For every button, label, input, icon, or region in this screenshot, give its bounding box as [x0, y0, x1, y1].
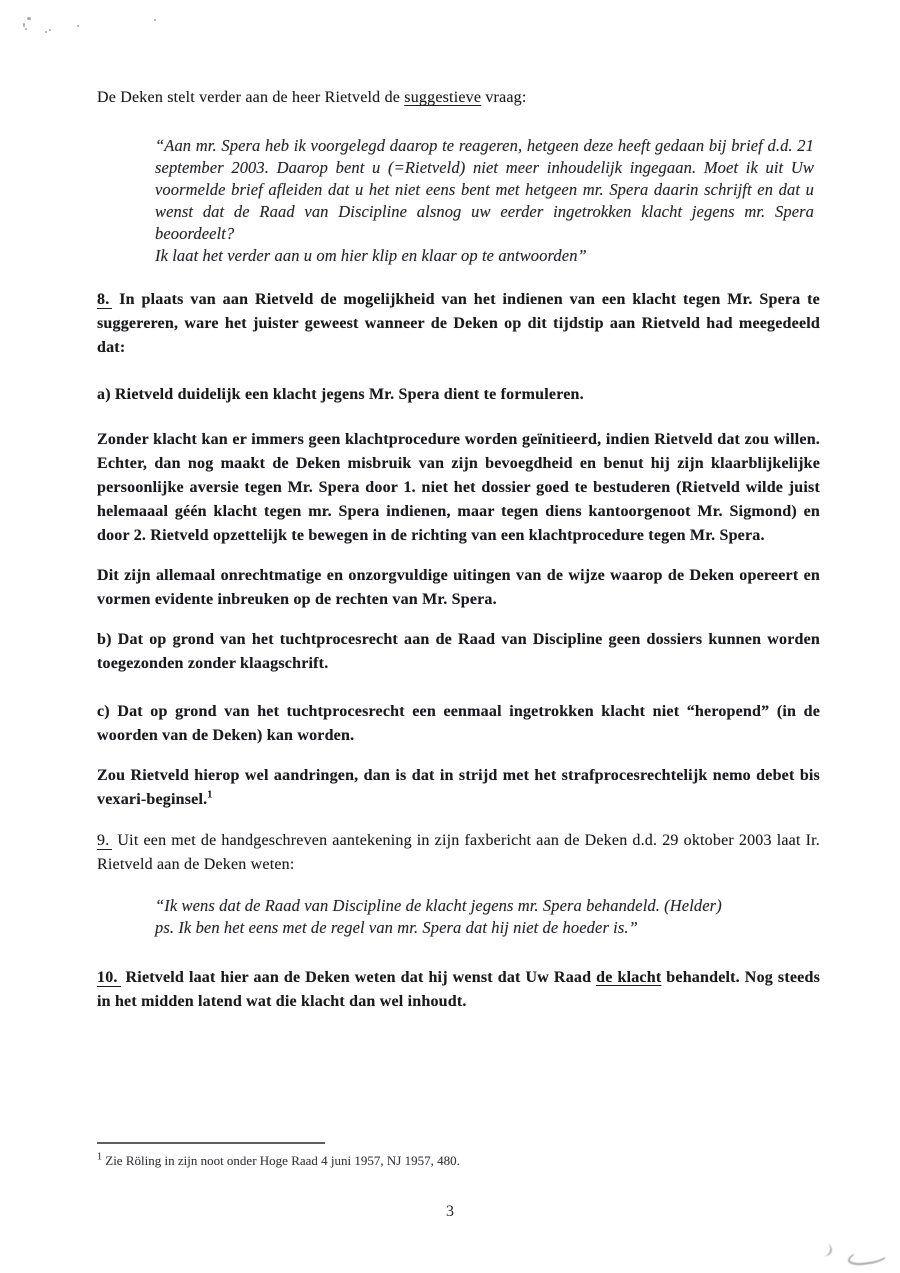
intro-text-pre: De Deken stelt verder aan de heer Rietveld de	[97, 89, 405, 106]
paragraph-dit-zijn: Dit zijn allemaal onrechtmatige en onzorgvuldige uitingen van de wijze waarop de Deken opereert en vormen evidente inbreuken op de rechten van Mr. Spera.	[97, 567, 820, 608]
paragraph-zonder-klacht: Zonder klacht kan er immers geen klachtprocedure worden geïnitieerd, indien Rietveld dat zou willen. Echter, dan nog maakt de Deken misbruik van zijn bevoegdheid en benut hij zijn klaarblijkelijke persoonlijke aversie tegen Mr. Spera door 1. niet het dossier goed te bestuderen (Rietveld wilde juist helemaaal géén klacht tegen mr. Spera indienen, maar tegen diens kantoorgenoot Mr. Sigmond) en door 2. Rietveld opzettelijk te bewegen in de richting van een klachtprocedure tegen Mr. Spera.	[97, 431, 820, 544]
blockquote-rietveld-fax	[155, 895, 814, 939]
paragraph-9	[97, 829, 820, 877]
paragraph-10-number: 10.	[97, 969, 121, 987]
item-b: b) Dat op grond van het tuchtprocesrecht aan de Raad van Discipline geen dossiers kunnen worden toegezonden zonder klaagschrift.	[97, 631, 820, 672]
scan-speck	[25, 28, 27, 30]
paragraph-10-underlined-phrase: de klacht	[596, 969, 662, 986]
intro-line	[97, 86, 820, 110]
paragraph-10	[97, 966, 820, 1014]
footnote	[97, 1152, 737, 1170]
scan-speck	[27, 17, 31, 20]
paragraph-zou-rietveld	[97, 764, 820, 812]
footnote-number: 1	[97, 1151, 102, 1163]
quote2-line2: ps. Ik ben het eens met de regel van mr. Spera dat hij niet de hoeder is.”	[155, 918, 638, 937]
scan-speck	[154, 19, 156, 21]
paragraph-9-number: 9.	[97, 832, 112, 850]
footnote-text: Zie Röling in zijn noot onder Hoge Raad 4 juni 1957, NJ 1957, 480.	[102, 1153, 460, 1168]
page-number: 3	[446, 1203, 454, 1220]
footnote-reference-mark: 1	[207, 789, 213, 801]
blockquote-deken-vraag	[155, 135, 814, 267]
paragraph-10-text-post: behandelt. Nog steeds in het midden latend wat die klacht dan wel inhoudt.	[97, 969, 820, 1010]
paragraph-9-text: Uit een met de handgeschreven aantekening in zijn faxbericht aan de Deken d.d. 29 oktober 2003 laat Ir. Rietveld aan de Deken weten:	[97, 832, 820, 873]
paragraph-10-text-pre: Rietveld laat hier aan de Deken weten dat hij wenst dat Uw Raad	[120, 969, 597, 986]
footnote-separator-rule	[97, 1142, 325, 1144]
scan-smudge-scribble	[846, 1245, 891, 1268]
scan-speck	[23, 23, 25, 27]
item-a: a) Rietveld duidelijk een klacht jegens Mr. Spera dient te formuleren.	[97, 386, 584, 403]
paragraph-8	[97, 288, 820, 360]
paragraph-zou-text: Zou Rietveld hierop wel aandringen, dan is dat in strijd met het strafprocesrechtelijk nemo debet bis vexari-beginsel.	[97, 767, 820, 808]
intro-text-post: vraag:	[481, 89, 527, 106]
quote2-line1: “Ik wens dat de Raad van Discipline de klacht jegens mr. Spera behandeld. (Helder)	[155, 896, 722, 915]
quote1-main-text: “Aan mr. Spera heb ik voorgelegd daarop te reageren, hetgeen deze heeft gedaan bij brief d.d. 21 september 2003. Daarop bent u (=Rietveld) niet meer inhoudelijk ingegaan. Moet ik uit Uw voormelde brief afleiden dat u het niet eens bent met hetgeen mr. Spera daarin schrijft en dat u wenst dat de Raad van Discipline alsnog uw eerder ingetrokken klacht jegens mr. Spera beoordeelt?	[155, 136, 814, 243]
scan-speck	[77, 25, 79, 27]
scan-speck	[45, 31, 47, 33]
paragraph-8-text: In plaats van aan Rietveld de mogelijkheid van het indienen van een klacht tegen Mr. Spera te suggereren, ware het juister geweest wanneer de Deken op dit tijdstip aan Rietveld had meegedeeld dat:	[97, 291, 820, 356]
scan-smudge-arc	[816, 1241, 833, 1258]
intro-underlined-word: suggestieve	[404, 89, 482, 106]
quote1-closing-line: Ik laat het verder aan u om hier klip en klaar op te antwoorden”	[155, 246, 587, 265]
paragraph-8-number: 8.	[97, 291, 112, 309]
document-body	[97, 86, 820, 1014]
scan-speck	[49, 29, 51, 31]
item-c: c) Dat op grond van het tuchtprocesrecht een eenmaal ingetrokken klacht niet “heropend” (in de woorden van de Deken) kan worden.	[97, 703, 820, 744]
